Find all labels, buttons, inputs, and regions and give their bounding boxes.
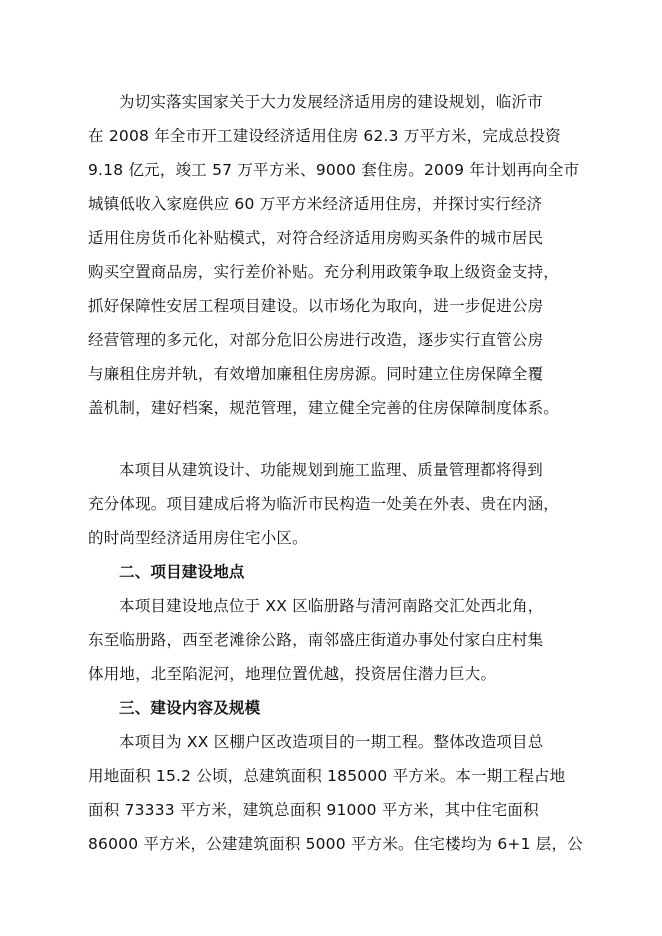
text-line: 盖机制，建好档案，规范管理，建立健全完善的住房保障制度体系。 [88, 399, 560, 417]
text-line: 与廉租住房并轨，有效增加廉租住房房源。同时建立住房保障全覆 [88, 365, 544, 383]
text-line: 本项目从建筑设计、功能规划到施工监理、质量管理都将得到 [119, 461, 543, 479]
text-line: 购买空置商品房，实行差价补贴。充分利用政策争取上级资金支持， [88, 263, 560, 281]
text-line: 用地面积 15.2 公顷，总建筑面积 185000 平方米。本一期工程占地 [88, 767, 566, 785]
text-line: 城镇低收入家庭供应 60 万平方米经济适用住房，并探讨实行经济 [88, 195, 543, 213]
text-line: 经营管理的多元化，对部分危旧公房进行改造，逐步实行直管公房 [88, 331, 544, 349]
text-line: 抓好保障性安居工程项目建设。以市场化为取向，进一步促进公房 [88, 297, 544, 315]
section-heading: 三、建设内容及规模 [119, 699, 261, 717]
section-heading: 二、项目建设地点 [119, 563, 245, 581]
text-line: 在 2008 年全市开工建设经济适用住房 62.3 万平方米，完成总投资 [88, 127, 561, 145]
text-line: 9.18 亿元，竣工 57 万平方米、9000 套住房。2009 年计划再向全市 [88, 161, 580, 179]
text-line: 86000 平方米，公建建筑面积 5000 平方米。住宅楼均为 6+1 层，公 [88, 835, 583, 853]
text-line: 东至临册路，西至老滩徐公路，南邻盛庄街道办事处付家白庄村集 [88, 631, 544, 649]
text-line: 面积 73333 平方米，建筑总面积 91000 平方米，其中住宅面积 [88, 801, 539, 819]
text-line: 适用住房货币化补贴模式，对符合经济适用房购买条件的城市居民 [88, 229, 544, 247]
text-line: 体用地，北至陷泥河，地理位置优越，投资居住潜力巨大。 [88, 665, 497, 683]
text-line: 本项目建设地点位于 XX 区临册路与清河南路交汇处西北角， [119, 597, 544, 615]
text-line: 的时尚型经济适用房住宅小区。 [88, 529, 308, 547]
text-line: 为切实落实国家关于大力发展经济适用房的建设规划，临沂市 [119, 93, 543, 111]
text-line: 本项目为 XX 区棚户区改造项目的一期工程。整体改造项目总 [119, 733, 544, 751]
text-line: 充分体现。项目建成后将为临沂市民构造一处美在外表、贵在内涵， [88, 495, 560, 513]
